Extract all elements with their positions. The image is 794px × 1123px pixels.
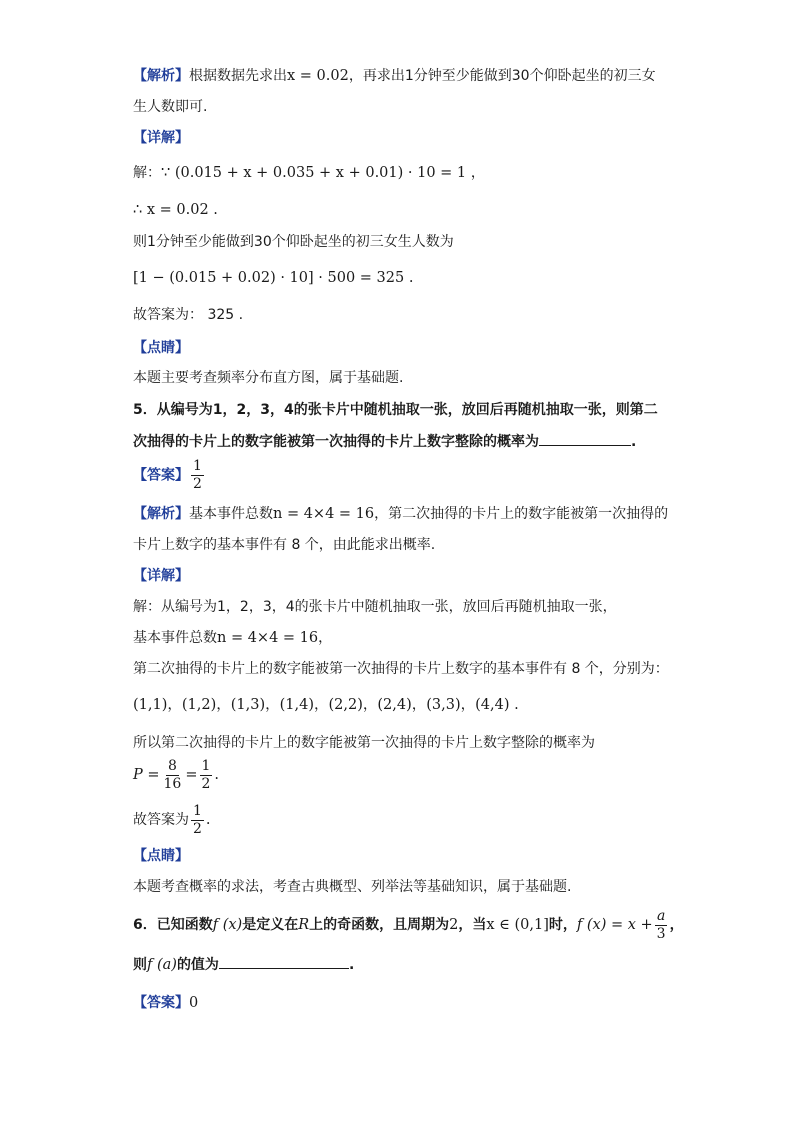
math: f (x) = x +: [576, 917, 653, 933]
text: ，第二次抽得的卡片上的数字能被第一次抽得的: [374, 506, 669, 522]
q4-solution-eq: [133, 163, 485, 183]
math: =: [185, 767, 198, 783]
q4-final: 故答案为： 325 .: [133, 307, 244, 323]
text: 上的奇函数，且周期为: [309, 917, 450, 933]
q5-answer: [133, 458, 206, 493]
text: .: [631, 434, 637, 450]
math: x ∈ (0,1]: [486, 917, 549, 933]
text: ，当: [458, 917, 487, 933]
math: f (x): [212, 917, 243, 933]
text: 6．已知函数: [133, 917, 213, 933]
q6-stem-line1: [133, 905, 684, 945]
denominator: 16: [163, 775, 182, 792]
q5-analysis: [133, 504, 668, 524]
numerator: 1: [201, 757, 211, 774]
denominator: 2: [193, 476, 202, 492]
text: 时，: [548, 917, 577, 933]
q4-analysis-cont: 生人数即可.: [133, 99, 208, 115]
q5-pairs: (1,1)，(1,2)，(1,3)，(1,4)，(2,2)，(2,4)，(3,3)，(4,4) .: [133, 697, 519, 713]
math: 0: [189, 995, 199, 1011]
numerator: a: [656, 907, 666, 924]
text: ，: [669, 917, 684, 933]
answer-blank: [219, 956, 349, 969]
text: ，再求出1分钟至少能做到30个仰卧起坐的初三女: [348, 68, 656, 84]
denominator: 2: [201, 775, 211, 792]
text: ，: [318, 630, 333, 646]
q5-solution-1: 解：从编号为1，2，3，4的张卡片中随机抽取一张，放回后再随机抽取一张，: [133, 599, 617, 615]
fraction: [200, 758, 213, 793]
q5-solution-3: 第二次抽得的卡片上的数字能被第一次抽得的卡片上数字的基本事件有 8 个，分别为：: [133, 661, 669, 677]
q4-comment-tag: 【点睛】: [133, 340, 189, 356]
fraction: [162, 758, 184, 793]
q5-solution-4: 所以第二次抽得的卡片上的数字能被第一次抽得的卡片上数字整除的概率为: [133, 735, 595, 751]
numerator: 1: [193, 458, 202, 474]
denominator: 2: [193, 820, 202, 837]
fraction: [191, 458, 204, 493]
q5-probability-eq: P = $\frac{8}{16}$ = $\frac{1}{2}$ .: [133, 757, 220, 792]
text: 则: [133, 957, 147, 973]
text: 基本事件总数: [189, 506, 273, 522]
analysis-tag: 【解析】: [133, 506, 189, 522]
fraction: [655, 908, 668, 943]
text: 是定义在: [242, 917, 299, 933]
text: 的值为: [176, 957, 219, 973]
answer-tag: 【答案】: [133, 467, 189, 484]
q5-comment-tag: 【点睛】: [133, 848, 189, 864]
q5-solution-2: [133, 628, 332, 648]
text: 次抽得的卡片上的数字能被第一次抽得的卡片上数字整除的概率为: [133, 434, 539, 450]
q4-detail-tag: 【详解】: [133, 130, 189, 146]
q4-count-eq: [1 − (0.015 + 0.02) · 10] · 500 = 325 .: [133, 270, 414, 286]
text: 故答案为: [133, 812, 189, 828]
numerator: 1: [193, 802, 202, 819]
q5-analysis-cont: 卡片上数字的基本事件有 8 个，由此能求出概率.: [133, 537, 436, 553]
math: 2: [449, 917, 459, 933]
q4-count-text: 则1分钟至少能做到30个仰卧起坐的初三女生人数为: [133, 234, 454, 250]
q4-analysis: [133, 66, 656, 86]
math: R: [298, 917, 310, 933]
text: .: [348, 957, 355, 973]
q6-stem-line2: [133, 955, 354, 975]
answer-blank: [539, 433, 631, 446]
analysis-tag: 【解析】: [133, 68, 189, 84]
fraction: [191, 803, 204, 838]
math: x = 0.02: [287, 68, 349, 84]
text: 解：: [133, 165, 161, 181]
q5-stem-line2: [133, 432, 636, 452]
answer-tag: 【答案】: [133, 995, 189, 1011]
q4-x-value: ∴ x = 0.02 .: [133, 202, 218, 218]
math: f (a): [147, 957, 177, 973]
math: n = 4×4 = 16: [273, 506, 375, 522]
q6-answer: [133, 993, 198, 1013]
math: ∵ (0.015 + x + 0.035 + x + 0.01) · 10 = 1 ，: [161, 165, 486, 181]
math: P =: [133, 767, 160, 783]
q5-comment: 本题考查概率的求法，考查古典概型、列举法等基础知识，属于基础题.: [133, 879, 572, 895]
q4-comment: 本题主要考查频率分布直方图，属于基础题.: [133, 370, 404, 386]
numerator: 8: [167, 757, 177, 774]
q5-detail-tag: 【详解】: [133, 568, 189, 584]
text: 根据数据先求出: [189, 68, 287, 84]
text: 基本事件总数: [133, 630, 217, 646]
math: n = 4×4 = 16: [217, 630, 319, 646]
q5-stem-line1: 5．从编号为1，2，3，4的张卡片中随机抽取一张，放回后再随机抽取一张，则第二: [133, 402, 658, 418]
q5-final: 故答案为 $\frac{1}{2}$ .: [133, 802, 211, 837]
denominator: 3: [656, 925, 666, 942]
